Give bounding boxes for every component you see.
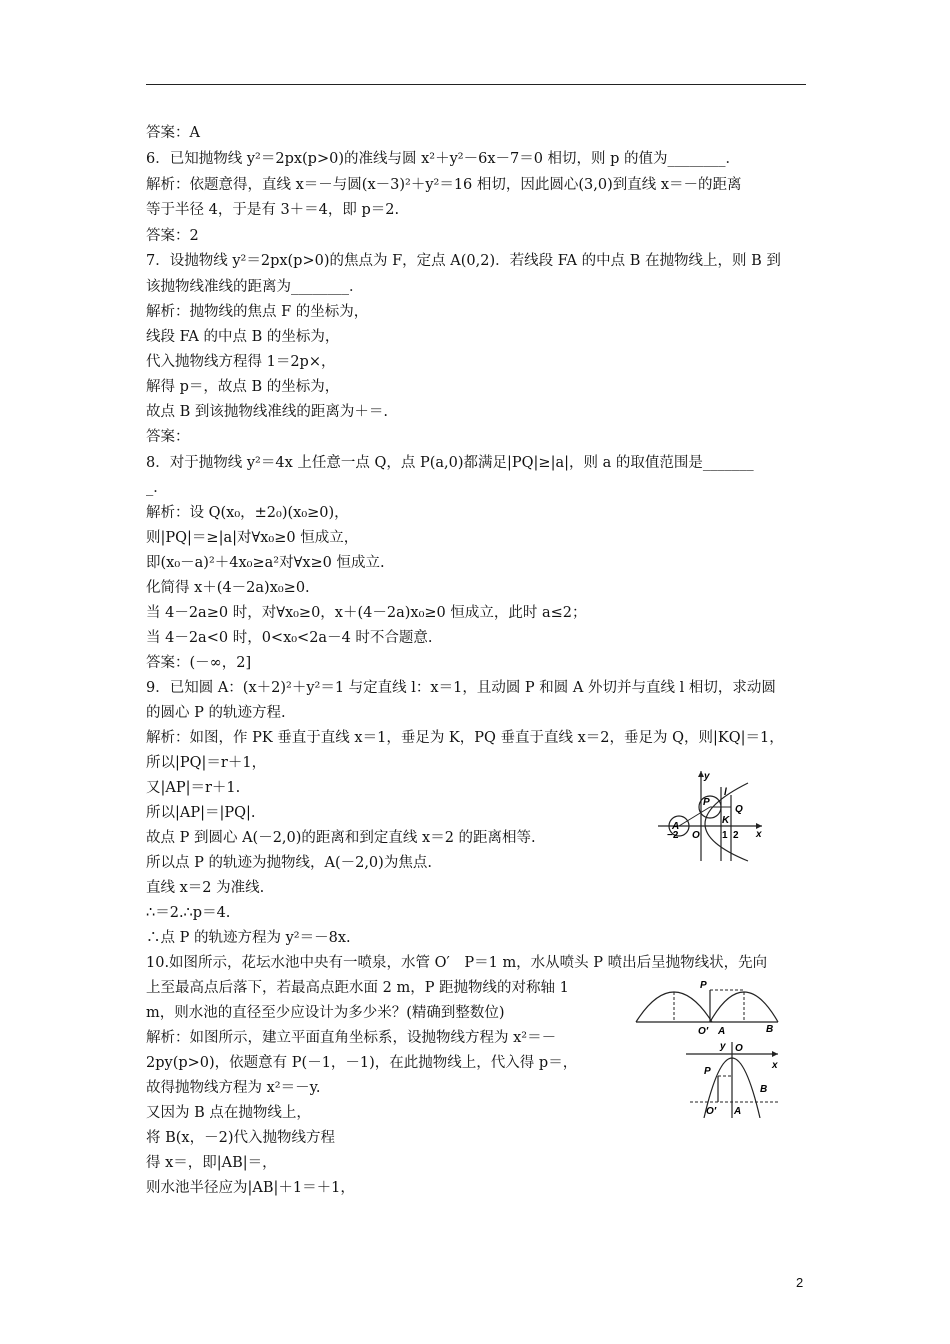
text-line: 解析：如图，作 PK 垂直于直线 x＝1，垂足为 K，PQ 垂直于直线 x＝2，垂足为 Q，则|KQ|＝1，	[146, 730, 784, 746]
text-line: 答案：A	[146, 125, 200, 141]
text-line: m，则水池的直径至少应设计为多少米？(精确到整数位)	[146, 1005, 505, 1021]
text-line: 则水池半径应为|AB|＋1＝＋1，	[146, 1180, 355, 1196]
text-line: 的圆心 P 的轨迹方程.	[146, 705, 286, 721]
axis-x-label: x	[756, 829, 762, 840]
text-line: ∴点 P 的轨迹方程为 y²＝－8x.	[146, 930, 351, 946]
text-line: 解析：设 Q(x₀，±2₀)(x₀≥0)，	[146, 505, 349, 521]
problem9-figure	[652, 765, 768, 865]
header-rule	[146, 84, 806, 85]
text-line: 即(x₀－a)²＋4x₀≥a²对∀x≥0 恒成立.	[146, 555, 385, 571]
problem10-fountain-figure	[628, 972, 790, 1034]
origin-label: O	[692, 830, 700, 841]
line-l-label: l	[724, 787, 727, 798]
text-line: 2py(p>0)，依题意有 P(－1，－1)，在此抛物线上，代入得 p＝，	[146, 1055, 578, 1071]
point-o-prime-label: O′	[698, 1026, 709, 1034]
text-line: 则|PQ|＝≥|a|对∀x₀≥0 恒成立，	[146, 530, 359, 546]
point-p-label: P	[703, 797, 710, 808]
point-k-label: K	[722, 815, 730, 826]
text-line: 解析：如图所示，建立平面直角坐标系，设抛物线方程为 x²＝－	[146, 1030, 557, 1046]
axis-x-label: x	[772, 1060, 778, 1071]
text-line: 解析：依题意得，直线 x＝－与圆(x－3)²＋y²＝16 相切，因此圆心(3,0)到直线 x＝－的距离	[146, 177, 742, 193]
tick-1-label: 1	[722, 830, 728, 841]
text-line: 7．设抛物线 y²＝2px(p>0)的焦点为 F，定点 A(0,2)．若线段 FA 的中点 B 在抛物线上，则 B 到	[146, 253, 781, 269]
text-line: 故点 P 到圆心 A(－2,0)的距离和到定直线 x＝2 的距离相等.	[146, 830, 536, 846]
text-line: 当 4－2a<0 时，0<x₀<2a－4 时不合题意.	[146, 630, 433, 646]
text-line: 解析：抛物线的焦点 F 的坐标为，	[146, 304, 369, 320]
text-line: 该抛物线准线的距离为________．	[146, 279, 364, 295]
text-line: 6．已知抛物线 y²＝2px(p>0)的准线与圆 x²＋y²－6x－7＝0 相切，则 p 的值为________．	[146, 151, 741, 167]
text-line: 上至最高点后落下，若最高点距水面 2 m，P 距抛物线的对称轴 1	[146, 980, 569, 996]
text-line: 将 B(x，－2)代入抛物线方程	[146, 1130, 335, 1146]
text-line: 答案：(－∞，2]	[146, 655, 252, 671]
text-line: _．	[146, 480, 168, 496]
text-line: 故点 B 到该抛物线准线的距离为＋＝.	[146, 404, 388, 420]
problem10-coordinate-figure	[682, 1040, 786, 1118]
text-line: 解得 p＝，故点 B 的坐标为，	[146, 379, 340, 395]
point-a-label: A	[718, 1026, 726, 1034]
text-line: 代入抛物线方程得 1＝2p×，	[146, 354, 336, 370]
point-a-label: A	[734, 1106, 742, 1117]
origin-label: O	[735, 1043, 743, 1054]
text-line: 所以点 P 的轨迹为抛物线，A(－2,0)为焦点.	[146, 855, 432, 871]
tick-neg2-label: −2	[667, 830, 679, 841]
text-line: 当 4－2a≥0 时，对∀x₀≥0，x＋(4－2a)x₀≥0 恒成立，此时 a≤2；	[146, 605, 587, 621]
text-line: 8．对于抛物线 y²＝4x 上任意一点 Q，点 P(a,0)都满足|PQ|≥|a|，则 a 的取值范围是_______	[146, 455, 754, 471]
text-line: 答案：2	[146, 228, 199, 244]
point-p-label: P	[704, 1066, 711, 1077]
text-line: 等于半径 4，于是有 3＋＝4，即 p＝2.	[146, 202, 400, 218]
text-line: 故得抛物线方程为 x²＝－y.	[146, 1080, 321, 1096]
text-line: 直线 x＝2 为准线.	[146, 880, 265, 896]
text-line: 化简得 x＋(4－2a)x₀≥0.	[146, 580, 310, 596]
text-line: 所以|AP|＝|PQ|.	[146, 805, 256, 821]
text-line: ∴＝2.∴p＝4.	[146, 905, 231, 921]
point-q-label: Q	[735, 804, 743, 815]
text-line: 得 x＝，即|AB|＝，	[146, 1155, 277, 1171]
text-line: 又|AP|＝r＋1.	[146, 780, 241, 796]
point-o-prime-label: O′	[706, 1106, 717, 1117]
point-b-label: B	[760, 1084, 768, 1095]
text-line: 答案：	[146, 429, 190, 445]
point-b-label: B	[766, 1024, 774, 1034]
point-p-label: P	[700, 980, 707, 991]
text-line: 又因为 B 点在抛物线上，	[146, 1105, 311, 1121]
text-line: 10.如图所示，花坛水池中央有一喷泉，水管 O′ P＝1 m，水从喷头 P 喷出后呈抛物线状，先向	[146, 955, 768, 971]
axis-y-label: y	[704, 771, 710, 782]
point-a-label: A	[672, 821, 680, 832]
page-number: 2	[796, 1275, 804, 1290]
tick-2-label: 2	[733, 830, 739, 841]
text-line: 所以|PQ|＝r＋1，	[146, 755, 267, 771]
axis-y-label: y	[720, 1041, 726, 1052]
text-line: 9．已知圆 A：(x＋2)²＋y²＝1 与定直线 l：x＝1，且动圆 P 和圆 A 外切并与直线 l 相切，求动圆	[146, 680, 776, 696]
text-line: 线段 FA 的中点 B 的坐标为，	[146, 329, 340, 345]
